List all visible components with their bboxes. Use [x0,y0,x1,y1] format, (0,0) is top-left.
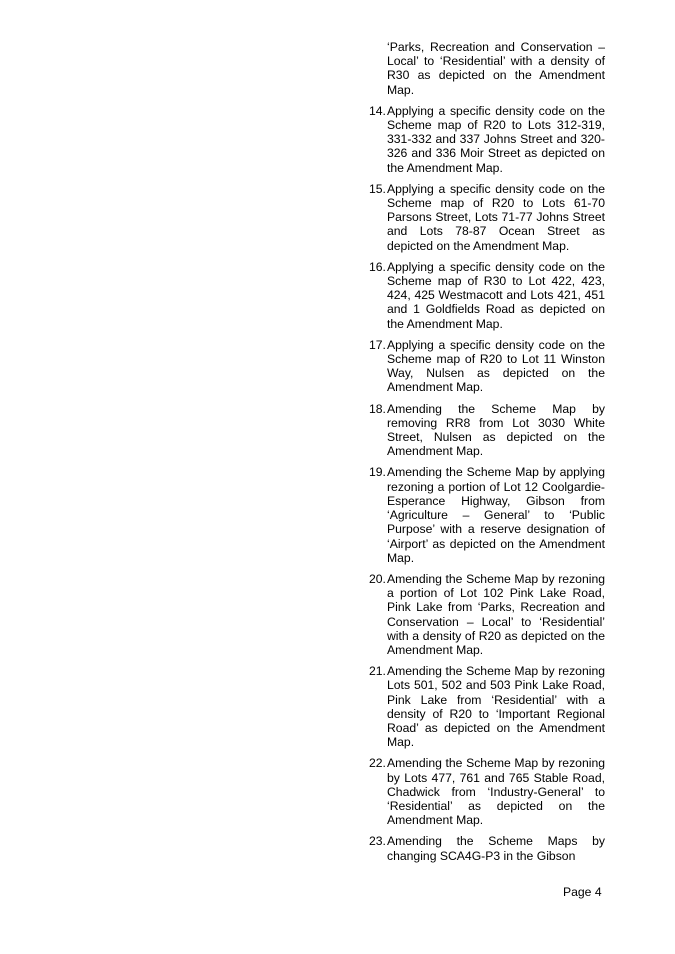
item-text: Amending the Scheme Map by rezoning Lots 501, 502 and 503 Pink Lake Road, Pink Lake from ‘Residential’ with a density of R20 to ‘Important Regional Road’ as depicted on the Amendment Map. [387,664,605,750]
item-number: 14. [369,103,386,118]
list-item [369,338,605,395]
amendment-text-column [369,40,605,870]
item-number: 18. [369,401,386,416]
item-number: 17. [369,337,386,352]
item-number: 22. [369,756,386,771]
list-item [369,402,605,459]
list-item [369,260,605,331]
item-number: 19. [369,465,386,480]
list-item [369,756,605,827]
list-item [369,664,605,749]
list-item [369,104,605,175]
item-number: 20. [369,571,386,586]
item-number: 15. [369,181,386,196]
continuation-paragraph: ‘Parks, Recreation and Conservation – Local’ to ‘Residential’ with a density of R30 as depicted on the Amendment Map. [387,40,605,97]
item-text: Amending the Scheme Map by rezoning by Lots 477, 761 and 765 Stable Road, Chadwick from ‘Industry-General’ to ‘Residential’ as depicted on the Amendment Map. [387,756,605,828]
item-text: Applying a specific density code on the Scheme map of R20 to Lot 11 Winston Way, Nulsen as depicted on the Amendment Map. [387,337,605,395]
item-text: Amending the Scheme Map by applying rezoning a portion of Lot 12 Coolgardie-Esperance Highway, Gibson from ‘Agriculture – General’ to ‘Public Purpose’ with a reserve designation of ‘Airport’ as depicted on the Amendment Map. [387,465,605,565]
item-number: 23. [369,834,386,849]
item-number: 21. [369,664,386,679]
list-item [369,834,605,862]
item-text: Amending the Scheme Maps by changing SCA4G-P3 in the Gibson [387,834,605,863]
item-text: Applying a specific density code on the Scheme map of R20 to Lots 61-70 Parsons Street, Lots 71-77 Johns Street and Lots 78-87 Ocean Street as depicted on the Amendment Map. [387,181,605,253]
item-number: 16. [369,259,386,274]
item-text: Amending the Scheme Map by removing RR8 from Lot 3030 White Street, Nulsen as depicted on the Amendment Map. [387,401,605,459]
list-item [369,572,605,657]
list-item [369,182,605,253]
page-number: Page 4 [563,885,602,899]
item-text: Amending the Scheme Map by rezoning a portion of Lot 102 Pink Lake Road, Pink Lake from ‘Parks, Recreation and Conservation – Local’ to ‘Residential’ with a density of R20 as depicted on the Amendment Map. [387,571,605,657]
item-text: Applying a specific density code on the Scheme map of R20 to Lots 312-319, 331-332 and 337 Johns Street and 320-326 and 336 Moir Street as depicted on the Amendment Map. [387,103,605,175]
item-text: Applying a specific density code on the Scheme map of R30 to Lot 422, 423, 424, 425 Westmacott and Lots 421, 451 and 1 Goldfields Road as depicted on the Amendment Map. [387,259,605,331]
list-item [369,465,605,564]
